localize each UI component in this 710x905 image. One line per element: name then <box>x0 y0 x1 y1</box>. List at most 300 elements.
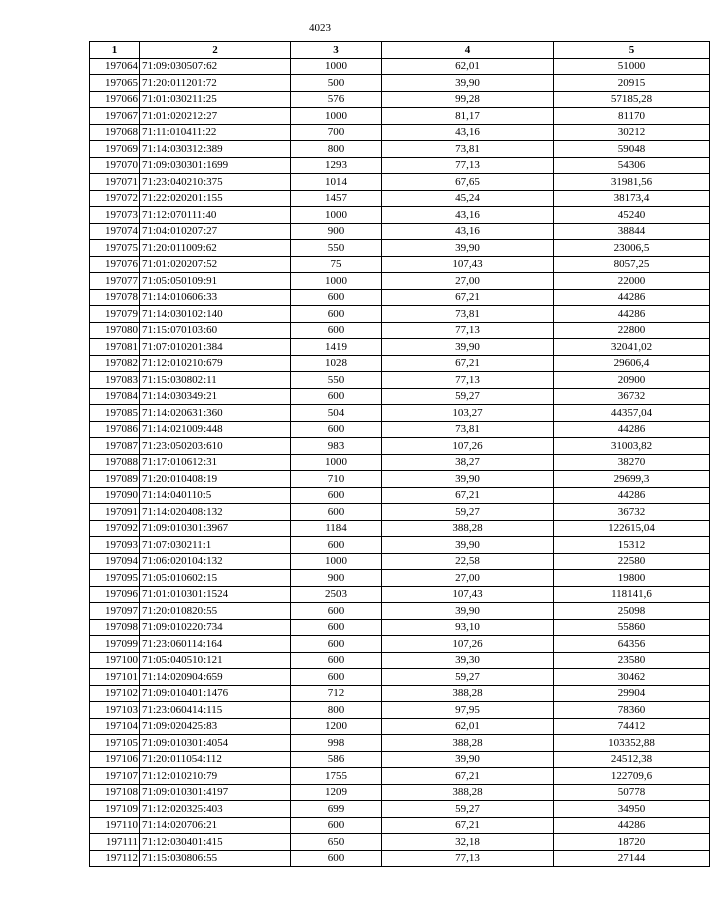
column-header-3: 3 <box>291 42 382 59</box>
row-number-cell: 197077 <box>90 273 140 290</box>
table-row <box>90 339 710 356</box>
area-cell: 600 <box>291 603 382 620</box>
table-row <box>90 372 710 389</box>
table-row <box>90 504 710 521</box>
cadastral-number-cell: 71:14:010606:33 <box>140 289 291 306</box>
row-number-cell: 197107 <box>90 768 140 785</box>
area-cell: 1028 <box>291 355 382 372</box>
area-cell: 600 <box>291 421 382 438</box>
total-value-cell: 23006,5 <box>554 240 710 257</box>
cadastral-number-cell: 71:14:020408:132 <box>140 504 291 521</box>
cadastral-number-cell: 71:09:010401:1476 <box>140 685 291 702</box>
row-number-cell: 197068 <box>90 124 140 141</box>
cadastral-number-cell: 71:20:011009:62 <box>140 240 291 257</box>
row-number-cell: 197085 <box>90 405 140 422</box>
unit-value-cell: 73,81 <box>382 421 554 438</box>
table-row <box>90 735 710 752</box>
row-number-cell: 197079 <box>90 306 140 323</box>
row-number-cell: 197065 <box>90 75 140 92</box>
unit-value-cell: 73,81 <box>382 306 554 323</box>
unit-value-cell: 59,27 <box>382 801 554 818</box>
total-value-cell: 30212 <box>554 124 710 141</box>
unit-value-cell: 38,27 <box>382 454 554 471</box>
total-value-cell: 29699,3 <box>554 471 710 488</box>
row-number-cell: 197097 <box>90 603 140 620</box>
total-value-cell: 57185,28 <box>554 91 710 108</box>
area-cell: 800 <box>291 141 382 158</box>
table-row <box>90 91 710 108</box>
unit-value-cell: 388,28 <box>382 784 554 801</box>
unit-value-cell: 67,21 <box>382 817 554 834</box>
total-value-cell: 34950 <box>554 801 710 818</box>
table-row <box>90 355 710 372</box>
row-number-cell: 197110 <box>90 817 140 834</box>
cadastral-number-cell: 71:14:020631:360 <box>140 405 291 422</box>
area-cell: 600 <box>291 504 382 521</box>
table-row <box>90 273 710 290</box>
total-value-cell: 31003,82 <box>554 438 710 455</box>
unit-value-cell: 67,21 <box>382 289 554 306</box>
cadastral-number-cell: 71:01:010301:1524 <box>140 586 291 603</box>
total-value-cell: 122709,6 <box>554 768 710 785</box>
row-number-cell: 197083 <box>90 372 140 389</box>
total-value-cell: 50778 <box>554 784 710 801</box>
table-row <box>90 223 710 240</box>
cadastral-number-cell: 71:05:010602:15 <box>140 570 291 587</box>
table-row <box>90 306 710 323</box>
area-cell: 1000 <box>291 207 382 224</box>
row-number-cell: 197086 <box>90 421 140 438</box>
cadastral-number-cell: 71:01:020207:52 <box>140 256 291 273</box>
cadastral-number-cell: 71:14:030312:389 <box>140 141 291 158</box>
table-row <box>90 487 710 504</box>
row-number-cell: 197104 <box>90 718 140 735</box>
area-cell: 1209 <box>291 784 382 801</box>
unit-value-cell: 59,27 <box>382 388 554 405</box>
total-value-cell: 44357,04 <box>554 405 710 422</box>
area-cell: 600 <box>291 817 382 834</box>
column-header-4: 4 <box>382 42 554 59</box>
cadastral-number-cell: 71:17:010612:31 <box>140 454 291 471</box>
table-body <box>90 58 710 867</box>
total-value-cell: 22000 <box>554 273 710 290</box>
area-cell: 1419 <box>291 339 382 356</box>
area-cell: 1184 <box>291 520 382 537</box>
area-cell: 1000 <box>291 108 382 125</box>
cadastral-number-cell: 71:14:020904:659 <box>140 669 291 686</box>
unit-value-cell: 388,28 <box>382 735 554 752</box>
row-number-cell: 197108 <box>90 784 140 801</box>
table-row <box>90 421 710 438</box>
area-cell: 1457 <box>291 190 382 207</box>
area-cell: 600 <box>291 669 382 686</box>
row-number-cell: 197084 <box>90 388 140 405</box>
unit-value-cell: 39,90 <box>382 471 554 488</box>
unit-value-cell: 27,00 <box>382 273 554 290</box>
column-header-5: 5 <box>554 42 710 59</box>
total-value-cell: 24512,38 <box>554 751 710 768</box>
unit-value-cell: 39,90 <box>382 75 554 92</box>
area-cell: 1000 <box>291 58 382 75</box>
total-value-cell: 20915 <box>554 75 710 92</box>
total-value-cell: 122615,04 <box>554 520 710 537</box>
area-cell: 550 <box>291 372 382 389</box>
unit-value-cell: 39,90 <box>382 240 554 257</box>
area-cell: 500 <box>291 75 382 92</box>
area-cell: 700 <box>291 124 382 141</box>
area-cell: 900 <box>291 570 382 587</box>
cadastral-number-cell: 71:09:010301:3967 <box>140 520 291 537</box>
unit-value-cell: 43,16 <box>382 124 554 141</box>
area-cell: 586 <box>291 751 382 768</box>
table-row <box>90 817 710 834</box>
unit-value-cell: 99,28 <box>382 91 554 108</box>
total-value-cell: 20900 <box>554 372 710 389</box>
unit-value-cell: 43,16 <box>382 223 554 240</box>
area-cell: 504 <box>291 405 382 422</box>
total-value-cell: 38844 <box>554 223 710 240</box>
table-row <box>90 141 710 158</box>
unit-value-cell: 39,90 <box>382 751 554 768</box>
area-cell: 1200 <box>291 718 382 735</box>
area-cell: 600 <box>291 850 382 867</box>
table-row <box>90 405 710 422</box>
row-number-cell: 197111 <box>90 834 140 851</box>
cadastral-number-cell: 71:20:010408:19 <box>140 471 291 488</box>
table-row <box>90 520 710 537</box>
table-row <box>90 454 710 471</box>
cadastral-number-cell: 71:09:010220:734 <box>140 619 291 636</box>
row-number-cell: 197092 <box>90 520 140 537</box>
area-cell: 600 <box>291 652 382 669</box>
table-row <box>90 702 710 719</box>
cadastral-number-cell: 71:09:010301:4054 <box>140 735 291 752</box>
row-number-cell: 197094 <box>90 553 140 570</box>
cadastral-number-cell: 71:07:030211:1 <box>140 537 291 554</box>
unit-value-cell: 39,90 <box>382 603 554 620</box>
table-row <box>90 157 710 174</box>
unit-value-cell: 62,01 <box>382 58 554 75</box>
table-row <box>90 108 710 125</box>
table-row <box>90 190 710 207</box>
total-value-cell: 74412 <box>554 718 710 735</box>
table-row <box>90 669 710 686</box>
unit-value-cell: 388,28 <box>382 685 554 702</box>
unit-value-cell: 97,95 <box>382 702 554 719</box>
area-cell: 600 <box>291 636 382 653</box>
cadastral-number-cell: 71:14:030349:21 <box>140 388 291 405</box>
total-value-cell: 36732 <box>554 504 710 521</box>
unit-value-cell: 39,90 <box>382 537 554 554</box>
table-row <box>90 751 710 768</box>
table-row <box>90 685 710 702</box>
area-cell: 1000 <box>291 273 382 290</box>
total-value-cell: 8057,25 <box>554 256 710 273</box>
unit-value-cell: 67,21 <box>382 355 554 372</box>
total-value-cell: 23580 <box>554 652 710 669</box>
unit-value-cell: 77,13 <box>382 322 554 339</box>
unit-value-cell: 27,00 <box>382 570 554 587</box>
area-cell: 75 <box>291 256 382 273</box>
area-cell: 576 <box>291 91 382 108</box>
cadastral-number-cell: 71:15:070103:60 <box>140 322 291 339</box>
unit-value-cell: 59,27 <box>382 669 554 686</box>
row-number-cell: 197103 <box>90 702 140 719</box>
row-number-cell: 197101 <box>90 669 140 686</box>
area-cell: 2503 <box>291 586 382 603</box>
cadastral-number-cell: 71:15:030802:11 <box>140 372 291 389</box>
table-row <box>90 438 710 455</box>
row-number-cell: 197099 <box>90 636 140 653</box>
area-cell: 1755 <box>291 768 382 785</box>
table-row <box>90 801 710 818</box>
cadastral-number-cell: 71:23:060114:164 <box>140 636 291 653</box>
cadastral-number-cell: 71:12:030401:415 <box>140 834 291 851</box>
row-number-cell: 197072 <box>90 190 140 207</box>
table-row <box>90 586 710 603</box>
table-row <box>90 256 710 273</box>
total-value-cell: 31981,56 <box>554 174 710 191</box>
cadastral-number-cell: 71:01:020212:27 <box>140 108 291 125</box>
cadastral-number-cell: 71:07:010201:384 <box>140 339 291 356</box>
area-cell: 998 <box>291 735 382 752</box>
cadastral-number-cell: 71:23:040210:375 <box>140 174 291 191</box>
row-number-cell: 197080 <box>90 322 140 339</box>
row-number-cell: 197069 <box>90 141 140 158</box>
table-row <box>90 322 710 339</box>
table-row <box>90 652 710 669</box>
table-row <box>90 834 710 851</box>
total-value-cell: 19800 <box>554 570 710 587</box>
total-value-cell: 44286 <box>554 817 710 834</box>
area-cell: 600 <box>291 537 382 554</box>
row-number-cell: 197096 <box>90 586 140 603</box>
table-row <box>90 124 710 141</box>
table-row <box>90 471 710 488</box>
unit-value-cell: 107,26 <box>382 438 554 455</box>
total-value-cell: 54306 <box>554 157 710 174</box>
unit-value-cell: 107,43 <box>382 586 554 603</box>
cadastral-number-cell: 71:14:030102:140 <box>140 306 291 323</box>
area-cell: 1000 <box>291 454 382 471</box>
unit-value-cell: 45,24 <box>382 190 554 207</box>
unit-value-cell: 67,65 <box>382 174 554 191</box>
area-cell: 710 <box>291 471 382 488</box>
row-number-cell: 197067 <box>90 108 140 125</box>
total-value-cell: 103352,88 <box>554 735 710 752</box>
table-row <box>90 570 710 587</box>
cadastral-number-cell: 71:20:010820:55 <box>140 603 291 620</box>
unit-value-cell: 39,30 <box>382 652 554 669</box>
row-number-cell: 197074 <box>90 223 140 240</box>
unit-value-cell: 67,21 <box>382 768 554 785</box>
unit-value-cell: 62,01 <box>382 718 554 735</box>
row-number-cell: 197082 <box>90 355 140 372</box>
row-number-cell: 197073 <box>90 207 140 224</box>
row-number-cell: 197076 <box>90 256 140 273</box>
cadastral-number-cell: 71:12:070111:40 <box>140 207 291 224</box>
area-cell: 1293 <box>291 157 382 174</box>
row-number-cell: 197106 <box>90 751 140 768</box>
row-number-cell: 197066 <box>90 91 140 108</box>
total-value-cell: 51000 <box>554 58 710 75</box>
total-value-cell: 22800 <box>554 322 710 339</box>
total-value-cell: 27144 <box>554 850 710 867</box>
total-value-cell: 18720 <box>554 834 710 851</box>
land-plot-table <box>89 41 710 867</box>
table-row <box>90 289 710 306</box>
unit-value-cell: 59,27 <box>382 504 554 521</box>
total-value-cell: 29904 <box>554 685 710 702</box>
table-header-row <box>90 42 710 59</box>
total-value-cell: 78360 <box>554 702 710 719</box>
cadastral-number-cell: 71:01:030211:25 <box>140 91 291 108</box>
table-row <box>90 240 710 257</box>
total-value-cell: 30462 <box>554 669 710 686</box>
area-cell: 1014 <box>291 174 382 191</box>
table-row <box>90 75 710 92</box>
unit-value-cell: 81,17 <box>382 108 554 125</box>
total-value-cell: 44286 <box>554 289 710 306</box>
row-number-cell: 197081 <box>90 339 140 356</box>
table-row <box>90 603 710 620</box>
total-value-cell: 38270 <box>554 454 710 471</box>
table-row <box>90 58 710 75</box>
cadastral-number-cell: 71:11:010411:22 <box>140 124 291 141</box>
row-number-cell: 197090 <box>90 487 140 504</box>
total-value-cell: 22580 <box>554 553 710 570</box>
unit-value-cell: 77,13 <box>382 372 554 389</box>
cadastral-number-cell: 71:12:010210:79 <box>140 768 291 785</box>
row-number-cell: 197070 <box>90 157 140 174</box>
total-value-cell: 44286 <box>554 306 710 323</box>
cadastral-number-cell: 71:23:050203:610 <box>140 438 291 455</box>
row-number-cell: 197087 <box>90 438 140 455</box>
total-value-cell: 55860 <box>554 619 710 636</box>
total-value-cell: 15312 <box>554 537 710 554</box>
area-cell: 712 <box>291 685 382 702</box>
cadastral-number-cell: 71:14:040110:5 <box>140 487 291 504</box>
table-row <box>90 850 710 867</box>
total-value-cell: 44286 <box>554 421 710 438</box>
row-number-cell: 197102 <box>90 685 140 702</box>
cadastral-number-cell: 71:12:010210:679 <box>140 355 291 372</box>
row-number-cell: 197091 <box>90 504 140 521</box>
cadastral-number-cell: 71:15:030806:55 <box>140 850 291 867</box>
total-value-cell: 64356 <box>554 636 710 653</box>
row-number-cell: 197098 <box>90 619 140 636</box>
total-value-cell: 59048 <box>554 141 710 158</box>
table-row <box>90 537 710 554</box>
row-number-cell: 197088 <box>90 454 140 471</box>
total-value-cell: 29606,4 <box>554 355 710 372</box>
row-number-cell: 197112 <box>90 850 140 867</box>
area-cell: 600 <box>291 388 382 405</box>
unit-value-cell: 93,10 <box>382 619 554 636</box>
area-cell: 550 <box>291 240 382 257</box>
row-number-cell: 197095 <box>90 570 140 587</box>
table-row <box>90 174 710 191</box>
area-cell: 900 <box>291 223 382 240</box>
page-number: 4023 <box>309 22 331 34</box>
row-number-cell: 197078 <box>90 289 140 306</box>
cadastral-number-cell: 71:04:010207:27 <box>140 223 291 240</box>
unit-value-cell: 388,28 <box>382 520 554 537</box>
unit-value-cell: 73,81 <box>382 141 554 158</box>
table-row <box>90 784 710 801</box>
table-row <box>90 553 710 570</box>
table-row <box>90 768 710 785</box>
area-cell: 983 <box>291 438 382 455</box>
unit-value-cell: 32,18 <box>382 834 554 851</box>
area-cell: 600 <box>291 487 382 504</box>
area-cell: 800 <box>291 702 382 719</box>
cadastral-number-cell: 71:06:020104:132 <box>140 553 291 570</box>
cadastral-number-cell: 71:09:030507:62 <box>140 58 291 75</box>
row-number-cell: 197075 <box>90 240 140 257</box>
row-number-cell: 197071 <box>90 174 140 191</box>
column-header-2: 2 <box>140 42 291 59</box>
area-cell: 600 <box>291 306 382 323</box>
table-row <box>90 718 710 735</box>
cadastral-number-cell: 71:14:021009:448 <box>140 421 291 438</box>
cadastral-number-cell: 71:09:020425:83 <box>140 718 291 735</box>
table-row <box>90 619 710 636</box>
unit-value-cell: 107,26 <box>382 636 554 653</box>
area-cell: 650 <box>291 834 382 851</box>
total-value-cell: 45240 <box>554 207 710 224</box>
table-row <box>90 207 710 224</box>
cadastral-number-cell: 71:23:060414:115 <box>140 702 291 719</box>
column-header-1: 1 <box>90 42 140 59</box>
table-row <box>90 388 710 405</box>
unit-value-cell: 103,27 <box>382 405 554 422</box>
row-number-cell: 197093 <box>90 537 140 554</box>
row-number-cell: 197109 <box>90 801 140 818</box>
unit-value-cell: 39,90 <box>382 339 554 356</box>
area-cell: 600 <box>291 289 382 306</box>
cadastral-number-cell: 71:20:011201:72 <box>140 75 291 92</box>
cadastral-number-cell: 71:14:020706:21 <box>140 817 291 834</box>
unit-value-cell: 77,13 <box>382 850 554 867</box>
table-row <box>90 636 710 653</box>
unit-value-cell: 43,16 <box>382 207 554 224</box>
total-value-cell: 81170 <box>554 108 710 125</box>
total-value-cell: 32041,02 <box>554 339 710 356</box>
row-number-cell: 197105 <box>90 735 140 752</box>
unit-value-cell: 67,21 <box>382 487 554 504</box>
row-number-cell: 197100 <box>90 652 140 669</box>
cadastral-number-cell: 71:05:050109:91 <box>140 273 291 290</box>
area-cell: 1000 <box>291 553 382 570</box>
cadastral-number-cell: 71:09:030301:1699 <box>140 157 291 174</box>
row-number-cell: 197064 <box>90 58 140 75</box>
cadastral-number-cell: 71:12:020325:403 <box>140 801 291 818</box>
total-value-cell: 118141,6 <box>554 586 710 603</box>
total-value-cell: 36732 <box>554 388 710 405</box>
total-value-cell: 38173,4 <box>554 190 710 207</box>
area-cell: 600 <box>291 619 382 636</box>
area-cell: 600 <box>291 322 382 339</box>
unit-value-cell: 77,13 <box>382 157 554 174</box>
cadastral-number-cell: 71:05:040510:121 <box>140 652 291 669</box>
cadastral-number-cell: 71:09:010301:4197 <box>140 784 291 801</box>
row-number-cell: 197089 <box>90 471 140 488</box>
area-cell: 699 <box>291 801 382 818</box>
total-value-cell: 25098 <box>554 603 710 620</box>
total-value-cell: 44286 <box>554 487 710 504</box>
cadastral-number-cell: 71:22:020201:155 <box>140 190 291 207</box>
